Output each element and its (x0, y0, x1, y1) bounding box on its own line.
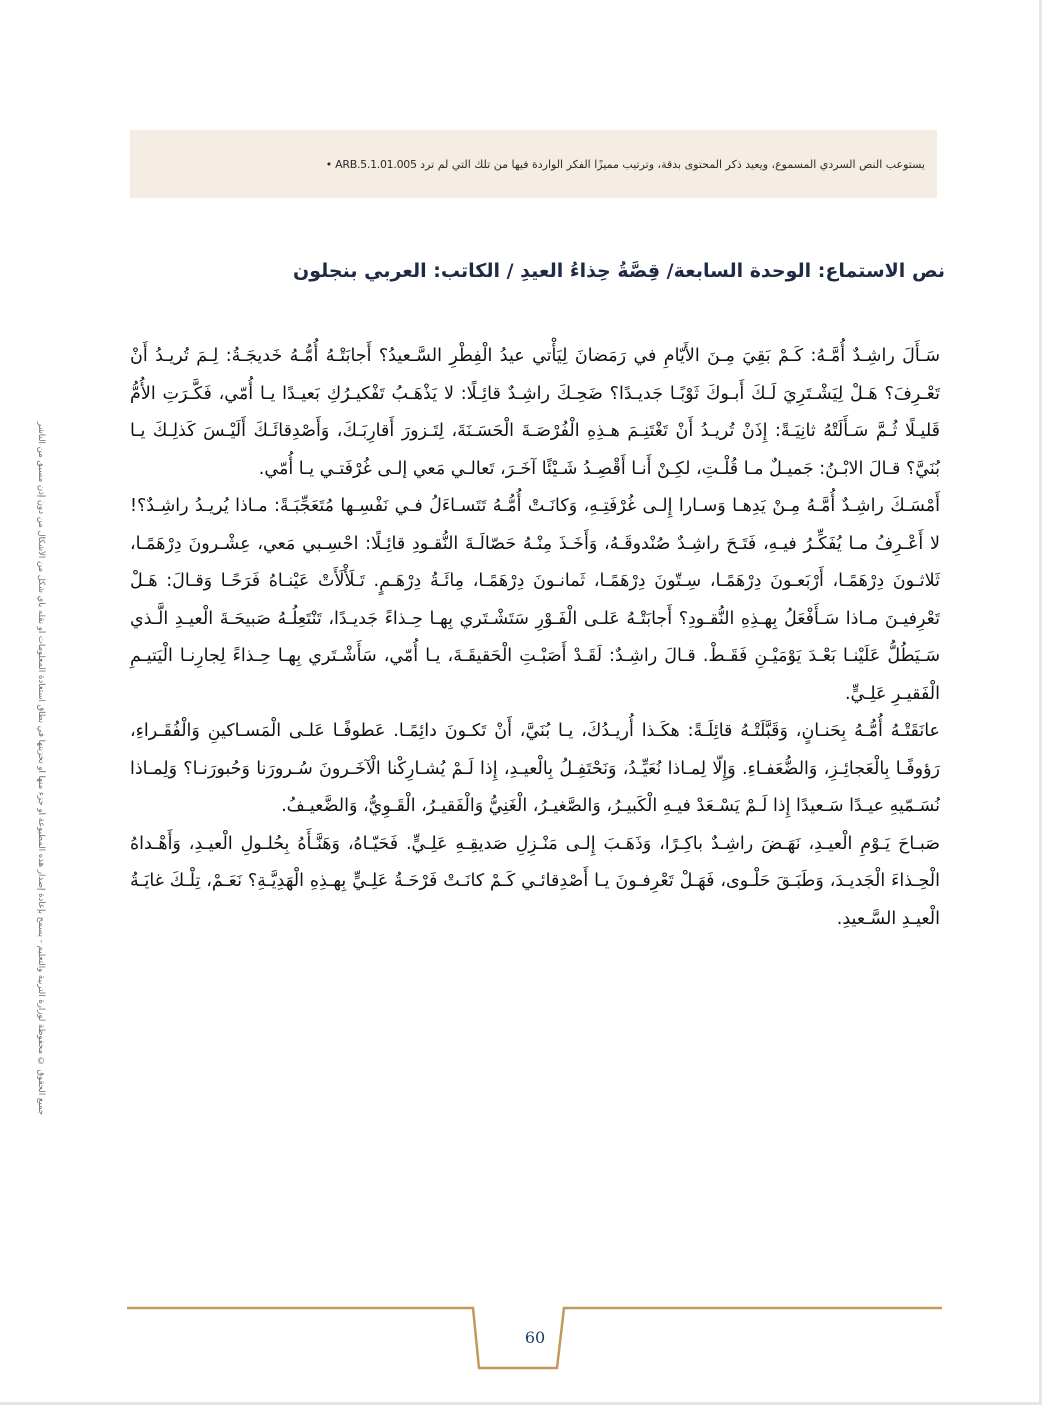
page-number: 60 (524, 1328, 546, 1347)
story-text (130, 338, 940, 938)
story-paragraph-2: أَمْسَـكَ راشِـدٌ أُمَّـهُ مِـنْ يَدِهـا وَسـارا إِلـى غُرْفَتِـهِ، وَكانَـتْ أُمُّـهُ تَتَسـاءَلُ فـي نَفْسِـها مُتَعَجِّبَـةً: مـاذا يُريـدُ راشِـدٌ؟! لا أَعْـرِفُ مـا يُفَكِّـرُ فيـهِ، فَتَـحَ راشِـدٌ صُنْدوقَـهُ، وَأَخَـذَ مِنْـهُ حَصّالَـةَ النُّقـودِ قائِـلًا: احْسِـبي مَعي، عِشْـرونَ دِرْهَمًـا، ثَلاثـونَ دِرْهَمًـا، أَرْبَعـونَ دِرْهَمًـا، سِـتّونَ دِرْهَمًـا، ثَمانـونَ دِرْهَمًـا، مِائَـةُ دِرْهَـمٍ. تَـلَأْلَأَتْ عَيْنـاهُ فَرَحًـا وَقـالَ: هَـلْ تَعْرِفيـنَ مـاذا سَـأَفْعَلُ بِهـذِهِ النُّقـودِ؟ أَجابَتْـهُ عَلـى الْفَـوْرِ سَتَشْـتَري بِهـا حِـذاءً جَديـدًا، تَنْتَعِلُـهُ صَبيحَـةَ الْعيـدِ الَّـذي سَـيَطُلُّ عَلَيْنـا بَعْـدَ يَوْمَيْـنِ فَقَـطْ. قـالَ راشِـدٌ: لَقَـدْ أَصَبْـتِ الْحَقيقَـةَ، يـا أُمّي، سَأَشْـتَري بِهـا حِـذاءً لِجارِنـا الْيَتيـمِ الْفَقيـرِ عَلِـيٍّ. (130, 496, 940, 704)
outcome-description: يستوعب النص السردي المسموع، ويعيد ذكر المحتوى بدقة، وترتيب مميزًا الفكر الواردة فيها من تلك التي لم ترد (420, 157, 925, 171)
story-paragraph-3: عانَقَتْـهُ أُمُّـهُ بِحَنـانٍ، وَقَبَّلَتْـهُ قائِلَـةً: هكَـذا أُريـدُكَ، يـا بُنَيَّ، أَنْ تَكـونَ دائِمًـا. عَطوفًـا عَلـى الْمَسـاكينِ وَالْفُقَـراءِ، رَؤوفًـا بِالْعَجائِـزِ، وَالضُّعَفـاءِ. وَإِلّا لِمـاذا نُعَيِّـدُ، وَنَحْتَفِـلُ بِالْعيـدِ، إِذا لَـمْ يُشـارِكْنا الْآخَـرونَ سُـرورَنا وَحُبورَنـا؟ وَلِمـاذا نُسَـمّيهِ عيـدًا سَـعيدًا إِذا لَـمْ يَسْـعَدْ فيـهِ الْكَبيـرُ، وَالصَّغيـرُ، الْغَنِيُّ وَالْفَقيـرُ، الْقَـوِيُّ، وَالضَّعيـفُ. (130, 721, 940, 816)
story-paragraph-4: صَبـاحَ يَـوْمِ الْعيـدِ، نَهَـضَ راشِـدٌ باكِـرًا، وَذَهَـبَ إِلـى مَنْـزِلِ صَديقِـهِ عَلِـيٍّ. فَحَيّـاهُ، وَهَنَّـأَهُ بِحُلـولِ الْعيـدِ، وَأَهْـداهُ الْحِـذاءَ الْجَديـدَ، وَطَبَـقَ حَلْـوى، فَهَـلْ تَعْرِفـونَ يـا أَصْدِقائـي كَـمْ كانَـتْ فَرْحَـةُ عَلِـيٍّ بِهـذِهِ الْهَدِيَّـةِ؟ نَعَـمْ، تِلْـكَ غايَـةُ الْعيـدِ السَّـعيدِ. (130, 833, 940, 929)
learning-outcome-band (130, 130, 937, 198)
copyright-notice: جميع الحقوق © محفوظة لوزارة التربية والتعليم - يسمح بإعادة إصدار هذه المطبوعة أو جزء منها أو تخزينها في نطاق استعادة المعلومات أو نقله بأي شكل من الأشكال من دون إذن مسبق من الناشر (36, 421, 46, 1115)
learning-outcome (326, 158, 925, 171)
page-title: نص الاستماع: الوحدة السابعة/ قِصَّةُ حِذاءُ العيدِ / الكاتب: العربي بنجلون (293, 260, 945, 282)
bullet-icon: • (325, 157, 332, 171)
page-footer (127, 1300, 942, 1380)
story-paragraph-1: سَـأَلَ راشِـدٌ أُمَّـهُ: كَـمْ بَقِيَ مِـنَ الأَيّامِ في رَمَضانَ لِيَأْتي عيدُ الْفِطْرِ السَّـعيدُ؟ أَجابَتْـهُ أُمُّـهُ خَديجَـةُ: لِـمَ تُريـدُ أَنْ تَعْـرِفَ؟ هَـلْ لِيَشْـتَرِيَ لَـكَ أَبـوكَ ثَوْبًـا جَديـدًا؟ ضَحِـكَ راشِـدٌ قائِـلًا: لا يَذْهَـبُ تَفْكيـرُكِ بَعيـدًا يـا أُمّي، فَكَّـرَتِ الأُمُّ قَليـلًا ثُـمَّ سَـأَلَتْهُ ثانِيَـةً: إِذَنْ تُريـدُ أَنْ تَغْتَنِـمَ هـذِهِ الْفُرْصَـةَ الْحَسَـنَةَ، لِتَـزورَ أَقارِبَـكَ، وَأَصْدِقائَـكَ أَلَيْـسَ كَذلِـكَ يـا بُنَيَّ؟ قـالَ الابْـنُ: جَميـلٌ مـا قُلْـتِ، لكِـنْ أَنـا أَقْصِـدُ شَـيْئًا آخَـرَ، تَعالـي مَعي إلـى غُرْفَتـي يـا أُمّي. (130, 346, 940, 479)
outcome-code: ARB.5.1.01.005 (335, 157, 417, 171)
